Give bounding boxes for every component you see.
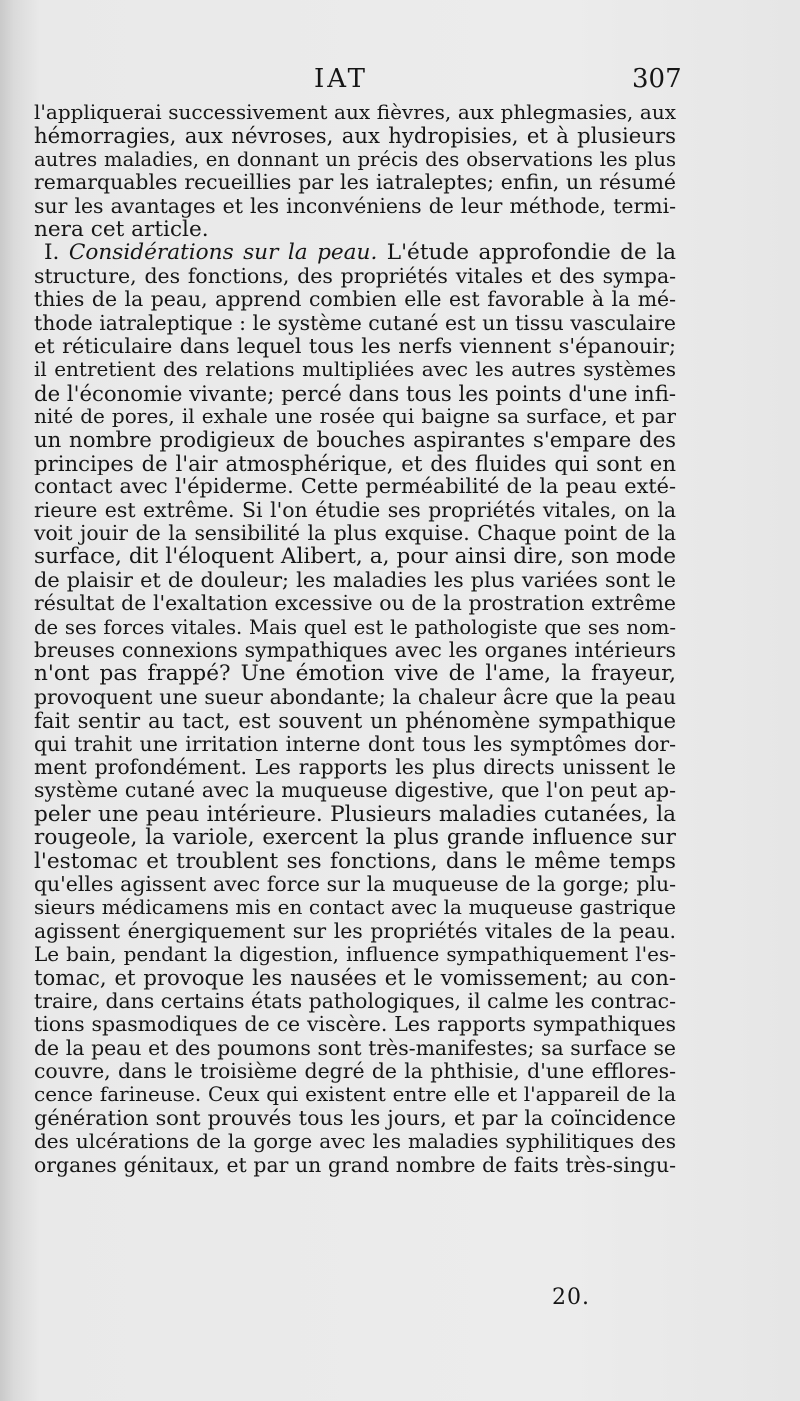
text-line: de ses forces vitales. Mais quel est le pathologiste que ses nom- bbox=[34, 615, 676, 639]
section-heading-line bbox=[34, 241, 676, 264]
text-line: cence farineuse. Ceux qui existent entre elle et l'appareil de la bbox=[34, 1083, 676, 1107]
section-number: I. bbox=[44, 241, 60, 265]
text-line: principes de l'air atmosphérique, et des fluides qui sont en bbox=[34, 451, 676, 476]
paragraph-considerations bbox=[34, 241, 676, 1177]
text-line: voit jouir de la sensibilité la plus exquise. Chaque point de la bbox=[34, 522, 676, 546]
running-head: IAT bbox=[314, 64, 368, 94]
text-line: agissent énergiquement sur les propriétés vitales de la peau. bbox=[34, 919, 676, 943]
text-line: il entretient des relations multipliées avec les autres systèmes bbox=[34, 358, 676, 382]
text-line: tions spasmodiques de ce viscère. Les rapports sympathiques bbox=[34, 1013, 676, 1037]
text-line: un nombre prodigieux de bouches aspirantes s'empare des bbox=[34, 428, 676, 452]
text-line: ment profondément. Les rapports les plus directs unissent le bbox=[34, 755, 676, 779]
text-line: fait sentir au tact, est souvent un phénomène sympathique bbox=[34, 709, 676, 733]
signature-mark: 20. bbox=[552, 1285, 590, 1310]
body-text bbox=[34, 101, 676, 1177]
text-line: surface, dit l'éloquent Alibert, a, pour ainsi dire, son mode bbox=[34, 545, 676, 569]
text-line: sur les avantages et les inconvéniens de leur méthode, termi- bbox=[34, 194, 676, 218]
text-line: thies de la peau, apprend combien elle est favorable à la mé- bbox=[34, 288, 676, 312]
text-line: hémorragies, aux névroses, aux hydropisies, et à plusieurs bbox=[34, 124, 676, 148]
text-line: couvre, dans le troisième degré de la phthisie, d'une efflores- bbox=[34, 1060, 676, 1084]
text-line: organes génitaux, et par un grand nombre de faits très-singu- bbox=[34, 1153, 676, 1177]
text-line: l'estomac et troublent ses fonctions, dans le même temps bbox=[34, 849, 676, 873]
text-line: thode iatraleptique : le système cutané est un tissu vasculaire bbox=[34, 311, 676, 335]
text-line: breuses connexions sympathiques avec les organes intérieurs bbox=[34, 638, 676, 662]
text-line: résultat de l'exaltation excessive ou de la prostration extrême bbox=[34, 592, 676, 616]
section-title: Considérations sur la peau. bbox=[68, 241, 378, 265]
text-line: des ulcérations de la gorge avec les maladies syphilitiques des bbox=[34, 1130, 676, 1154]
text-line: et réticulaire dans lequel tous les nerfs viennent s'épanouir; bbox=[34, 334, 676, 358]
text-line: de l'économie vivante; percé dans tous les points d'une infi- bbox=[34, 381, 676, 406]
paragraph-intro bbox=[34, 101, 676, 241]
text-line: de la peau et des poumons sont très-manifestes; sa surface se bbox=[34, 1036, 676, 1060]
text-line: rougeole, la variole, exercent la plus grande influence sur bbox=[34, 826, 676, 850]
text-line: nera cet article. bbox=[34, 217, 209, 242]
text-line: peler une peau intérieure. Plusieurs maladies cutanées, la bbox=[34, 802, 676, 827]
text-line: nité de pores, il exhale une rosée qui baigne sa surface, et par bbox=[34, 405, 676, 429]
text-line: l'appliquerai successivement aux fièvres, aux phlegmasies, aux bbox=[34, 101, 676, 124]
text-line: provoquent une sueur abondante; la chaleur âcre que la peau bbox=[34, 685, 676, 709]
text-line: de plaisir et de douleur; les maladies les plus variées sont le bbox=[34, 568, 676, 592]
section-first-line-text: L'étude approfondie de la bbox=[386, 241, 676, 265]
text-line: Le bain, pendant la digestion, influence sympathiquement l'es- bbox=[34, 943, 676, 967]
text-line: autres maladies, en donnant un précis des observations les plus bbox=[34, 147, 676, 171]
text-line: sieurs médicamens mis en contact avec la muqueuse gastrique bbox=[34, 896, 676, 920]
text-line: structure, des fonctions, des propriétés vitales et des sympa- bbox=[34, 264, 676, 288]
page-header bbox=[0, 64, 800, 98]
text-line: qu'elles agissent avec force sur la muqueuse de la gorge; plu- bbox=[34, 872, 676, 896]
text-line: n'ont pas frappé? Une émotion vive de l'ame, la frayeur, bbox=[34, 662, 676, 686]
text-line: contact avec l'épiderme. Cette perméabilité de la peau exté- bbox=[34, 475, 676, 499]
text-line: génération sont prouvés tous les jours, et par la coïncidence bbox=[34, 1106, 676, 1130]
text-line: rieure est extrême. Si l'on étudie ses propriétés vitales, on la bbox=[34, 498, 676, 522]
text-line: système cutané avec la muqueuse digestive, que l'on peut ap- bbox=[34, 779, 676, 803]
text-line: qui trahit une irritation interne dont tous les symptômes dor- bbox=[34, 732, 676, 756]
page-number: 307 bbox=[632, 64, 682, 94]
text-line: remarquables recueillies par les iatraleptes; enfin, un résumé bbox=[34, 171, 676, 195]
text-line: tomac, et provoque les nausées et le vomissement; au con- bbox=[34, 966, 676, 990]
text-line: traire, dans certains états pathologiques, il calme les contrac- bbox=[34, 989, 676, 1013]
